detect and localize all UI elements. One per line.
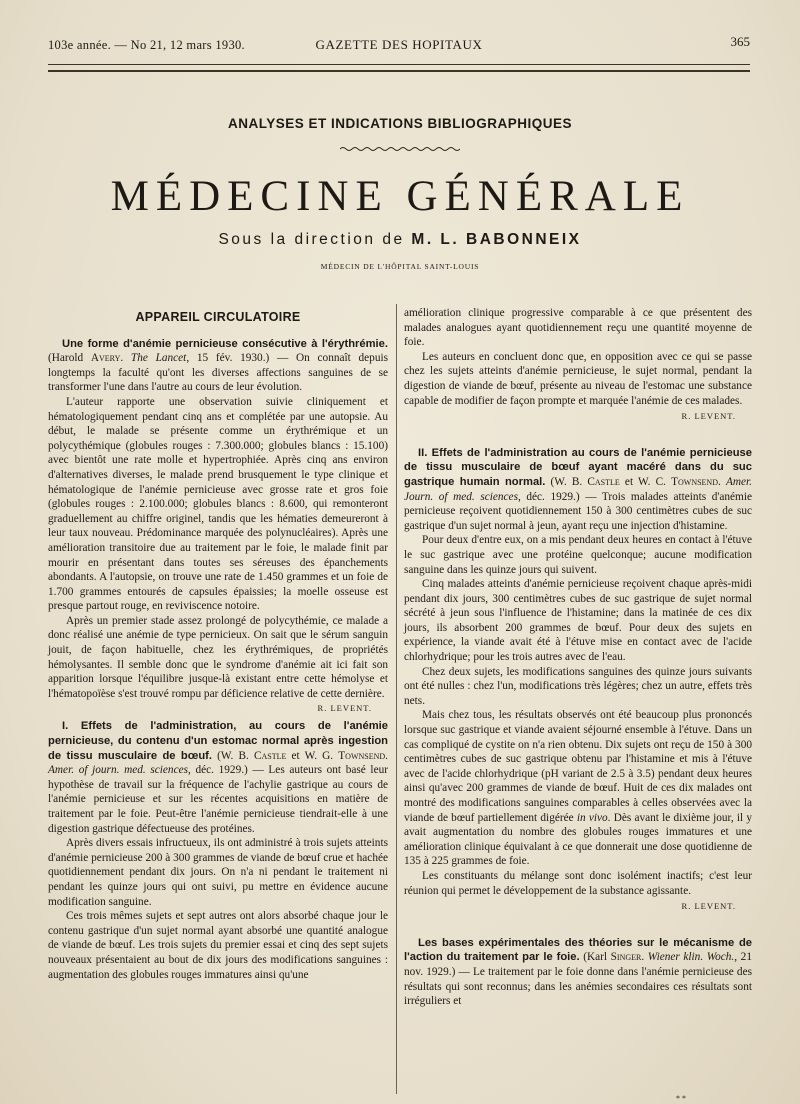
article-3-author: Townsend [671,475,718,488]
article-3-title: II. Effets de l'administration au cours de l'anémie pernicieuse de tissu musculaire de bœuf ayant macéré dans du suc gastrique humain normal. [404,446,752,488]
article-1-signature: R. LEVENT. [317,703,372,714]
journal-name: GAZETTE DES HOPITAUX [315,37,483,52]
article-3-intro: II. Effets de l'administration au cours de l'anémie pernicieuse de tissu musculaire de bœuf ayant macéré dans du suc gastrique humain normal. (W. B. Castle et W. C. Townsend. Amer. Journ. of med. sciences, déc. 1929.) — Trois malades atteints d'anémie pernicieuse reçoivent quotidiennement 150 à 300 centimètres cubes de suc gastrique d'un sujet normal à jeun, ayant reçu une injection d'histamine. [404,446,753,532]
category-heading: APPAREIL CIRCULATOIRE [135,310,301,324]
article-1-journal: The Lancet [130,352,187,365]
footer-mark: ** [676,1094,688,1103]
article-3-author: Castle [587,475,620,488]
article-2-title: I. Effets de l'administration, au cours de l'anémie pernicieuse, du contenu d'un estomac normal après ingestion de tissu musculaire de bœuf. [48,720,388,762]
editor-line [0,231,800,249]
editor-prefix: Sous la direction de [218,231,405,248]
article-2-paragraph: Les auteurs en concluent donc que, en opposition avec ce qui se passe chez les sujets atteints d'anémie pernicieuse, le sujet normal, pendant la digestion de viande de bœuf, présente au niveau de l'estomac une substance capable de modifier de façon prompte et marquée l'anémie de ces malades. [404,350,752,407]
article-3-paragraph: Pour deux d'entre eux, on a mis pendant deux heures en contact à l'étuve le suc gastrique avec une protéine quelconque; aucune modification sanguine dans les quinze jours qui suivent. [404,534,752,576]
article-4-journal: Wiener klin. Woch. [647,951,735,964]
article-2-intro: I. Effets de l'administration, au cours de l'anémie pernicieuse, du contenu d'un estomac normal après ingestion de tissu musculaire de bœuf. (W. B. Castle et W. G. Townsend. Amer. of journ. med. sciences, déc. 1929.) — Les auteurs ont basé leur hypothèse de travail sur la fréquence de l'achylie gastrique au cours de l'anémie pernicieuse et sur les récentes acquisitions en matière de traitement par le foie. Peut-être l'anémie pernicieuse tiendrait-elle à une digestion gastrique défectueuse des protéines. [48,720,388,835]
column-divider [396,304,397,1094]
article-4-intro: Les bases expérimentales des théories sur le mécanisme de l'action du traitement par le foie. (Karl Singer. Wiener klin. Woch., 21 nov. 1929.) — Le traitement par le foie donne dans l'anémie pernicieuse des résultats qui sont reconnus; dans les anémies secondaires ces résultats sont irréguliers et [404,936,752,1008]
article-3-paragraph: Mais chez tous, les résultats observés ont été beaucoup plus prononcés lorsque suc gastrique et viande avaient séjourné ensemble à l'étuve. Dans un cas compliqué de cystite on n'a rien obtenu. Dix sujets ont reçu de 150 à 300 centimètres cubes de suc gastrique obtenu par l'histamine et mis à l'étuve avec de l'acide chlorhydrique (pH variant de 2.5 à 3.5) pendant deux heures ainsi qu'avec 200 grammes de viande de bœuf. Huit de ces dix malades ont montré des modifications sanguines comparables à celles observées avec la viande de bœuf partiellement digérée in vivo. Dès avant le dixième jour, il y avait augmentation du nombre des globules rouges immatures et une amélioration clinique équivalant à ce que donnerait une dose quotidienne de 135 à 225 grammes de foie. [404,709,752,868]
page-number: 365 [730,34,750,49]
article-4-author: Singer [610,951,642,964]
article-2-paragraph: Ces trois mêmes sujets et sept autres ont alors absorbé chaque jour le contenu gastrique d'un sujet normal ayant absorbé une quantité analogue de viande de bœuf. Les trois sujets du premier essai et cinq des sept sujets nouveaux présentaient au bout de dix jours des modifications sanguines : augmentation des globules rouges immatures ainsi qu'une [48,910,388,981]
running-header [48,34,750,54]
left-column [48,306,388,982]
article-1-paragraph: Après un premier stade assez prolongé de polycythémie, ce malade a donc réalisé une anémie de type pernicieux. On sait que le sérum sanguin jouit, de façon habituelle, chez les érythrémiques, de propriétés hémolysantes. Il semble donc que le syndrome d'anémie ait ici fait son apparition lorsque l'équilibre jusque-là existant entre cette hémolyse et l'hématopoïèse s'est trouvé rompu par déficience relative de cette dernière. R. LEVENT. [48,614,388,702]
article-2-continuation: amélioration clinique progressive comparable à ce que présentent des malades analogues ayant quotidiennement reçu une quantité moyenne de foie. [404,307,752,349]
article-3-paragraph: Les constituants du mélange sont donc isolément inactifs; c'est leur réunion qui permet le développement de la substance agissante. [404,869,752,897]
article-2-author: Townsend [338,749,386,762]
article-3-paragraph: Cinq malades atteints d'anémie pernicieuse reçoivent chaque après-midi pendant dix jours, 300 centimètres cubes de suc gastrique de sujet normal sécrété à jeun sous l'influence de l'histamine; dans la matinée de ces dix jours, ils absorbent 200 grammes de bœuf. Pour deux des sujets en expérience, la viande avait été à l'étuve mise en contact avec de l'acide chlorhydrique; pour les trois autres avec de l'eau. [404,578,752,664]
article-1-intro: Une forme d'anémie pernicieuse consécutive à l'érythrémie.(Harold Avery. The Lancet, 15 fév. 1930.) — On connaît depuis longtemps la faculté qu'ont les diverses affections sanguines de se transformer l'une dans l'autre au cours de leur évolution. [48,337,388,394]
article-2-paragraph: Après divers essais infructueux, ils ont administré à trois sujets atteints d'anémie pernicieuse 200 à 300 grammes de viande de bœuf crue et hachée quotidiennement pendant dix jours. On n'a ni pendant le traitement ni pendant les quinze jours qui ont suivi, pu mettre en évidence aucune modification sanguine. [48,837,388,908]
article-1-paragraph: L'auteur rapporte une observation suivie cliniquement et hématologiquement pendant cinq ans et complétée par une autopsie. Au début, le malade se présente comme un érythrémique et un polycythémique (globules rouges : 7.300.000; globules blancs : 15.100) avec bientôt une rate molle et hypertrophiée. Après cinq ans environ d'alternatives diverses, le malade prend brusquement le type clinique et hématologique de l'anémie pernicieuse avec grosse rate et gros foie (globules rouges : 2.100.000; globules blancs : 8.600, qui remonteront graduellement au chiffre originel, tandis que les hématies demeureront à leur taux nouveau. Prédominance marquée des polynucléaires). Après une amélioration transitoire due au traitement par le foie, le malade finit par mourir en présentant dans toutes ses séreuses des épanchements abondants. A l'autopsie, on trouve une rate de 1.450 grammes et un foie de 1.700 grammes entourés de capsules épaissies; la moelle osseuse est presque partout rouge, en reviviscence notoire. [48,395,388,613]
article-3-journal: Amer. Journ. of med. sciences [404,475,753,503]
header-rule-thick [48,70,750,72]
article-4-title: Les bases expérimentales des théories sur le mécanisme de l'action du traitement par le foie. [404,936,752,964]
wavy-ornament [340,146,460,152]
editor-affiliation: MÉDECIN DE L'HÔPITAL SAINT-LOUIS [320,262,480,271]
right-column [404,306,752,1009]
article-3-signature: R. LEVENT. [681,901,736,912]
editor-name: M. L. BABONNEIX [411,231,582,248]
main-title: MÉDECINE GÉNÉRALE [110,173,690,220]
article-2-journal: Amer. of journ. med. sciences [48,764,189,777]
issue-info: 103e année. — No 21, 12 mars 1930. [48,38,245,52]
article-3-paragraph: Chez deux sujets, les modifications sanguines des quinze jours suivants ont été nulles : chez l'un, modifications très légères; chez un autre, effets très nets. [404,665,752,707]
section-heading: ANALYSES ET INDICATIONS BIBLIOGRAPHIQUES [227,116,573,131]
article-1-title: Une forme d'anémie pernicieuse consécutive à l'érythrémie. [62,337,388,350]
header-rule-thin [48,64,750,65]
article-2-signature: R. LEVENT. [681,411,736,422]
article-1-author: Avery [90,352,121,365]
article-2-author: Castle [253,749,287,762]
